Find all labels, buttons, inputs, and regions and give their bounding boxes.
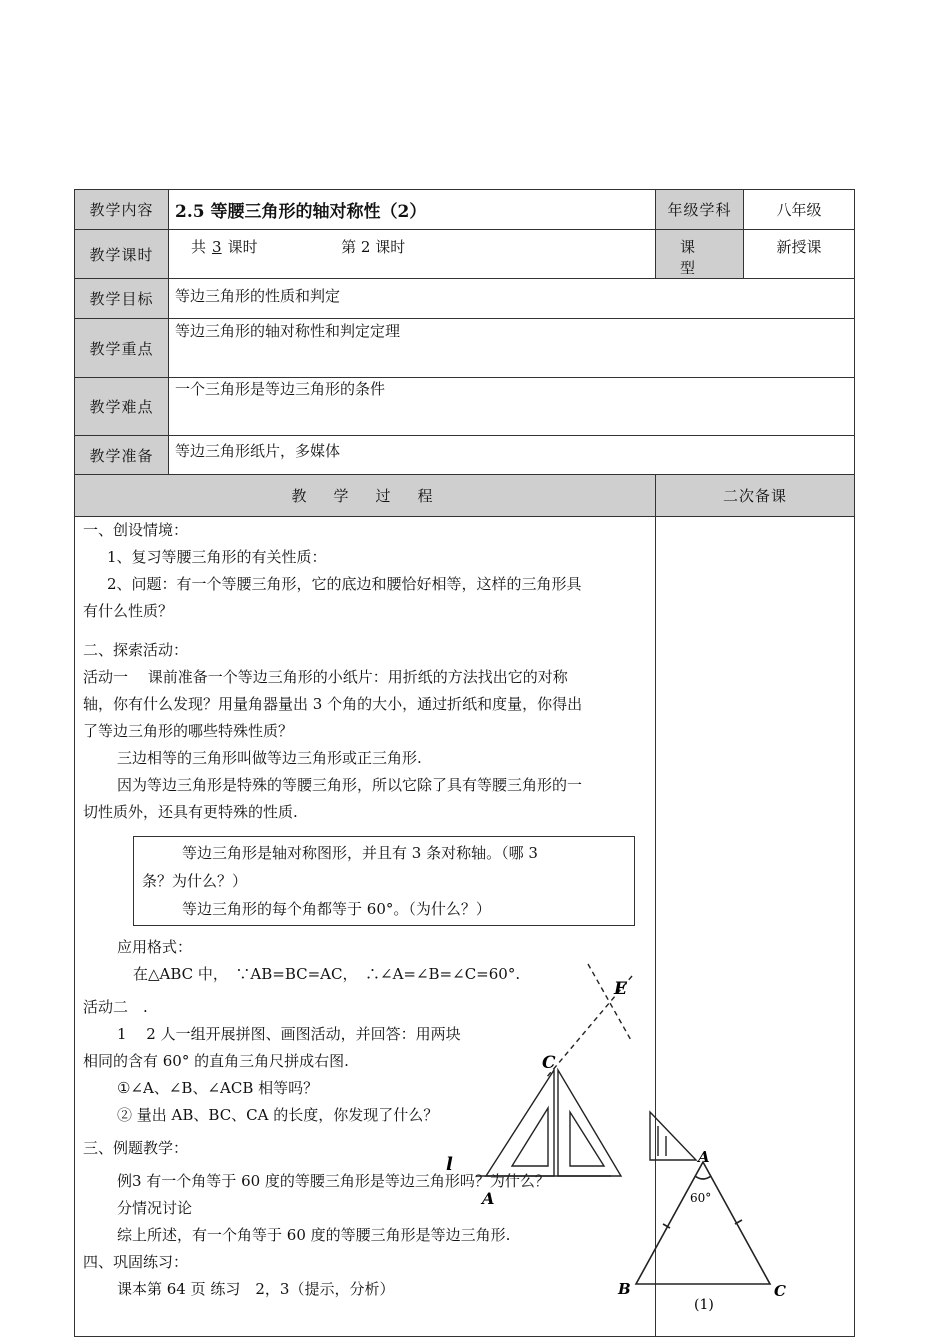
grade-value: 八年级 (744, 190, 855, 230)
because-b: 切性质外，还具有更特殊的性质. (83, 803, 298, 821)
activity-2-b: 相同的含有 60° 的直角三角尺拼成右图. (83, 1052, 349, 1070)
label-a: A (698, 1148, 710, 1166)
goal-label: 教学目标 (75, 279, 169, 319)
label-e: E (614, 979, 627, 999)
hours-label: 教学课时 (75, 230, 169, 279)
lesson-title: 2.5 等腰三角形的轴对称性（2） (169, 190, 656, 230)
key-label: 教学重点 (75, 319, 169, 378)
box-line-c: 等边三角形的每个角都等于 60°。（为什么？） (182, 900, 491, 918)
s1-item-2: 2、问题：有一个等腰三角形，它的底边和腰恰好相等，这样的三角形具 (107, 575, 582, 593)
activity-2-q2: ② 量出 AB、BC、CA 的长度，你发现了什么？ (117, 1106, 439, 1124)
box-line-b: 条？为什么？） (142, 872, 248, 890)
prep-label: 教学准备 (75, 436, 169, 475)
s1-item-1: 1、复习等腰三角形的有关性质： (107, 548, 327, 566)
key-value: 等边三角形的轴对称性和判定定理 (169, 319, 855, 378)
activity-1-a: 活动一 课前准备一个等边三角形的小纸片：用折纸的方法找出它的对称 (83, 668, 568, 686)
apply-title: 应用格式： (117, 938, 193, 956)
dashed-line-right (588, 964, 632, 1042)
example-3-conclusion: 综上所述，有一个角等于 60 度的等腰三角形是等边三角形. (117, 1226, 511, 1244)
type-label: 课 型 (656, 230, 744, 279)
section-1-title: 一、创设情境： (83, 521, 189, 539)
section-2-title: 二、探索活动： (83, 641, 189, 659)
section-3-title: 三、例题教学： (83, 1139, 189, 1157)
box-line-a: 等边三角形是轴对称图形，并且有 3 条对称轴。（哪 3 (182, 844, 538, 862)
goal-value: 等边三角形的性质和判定 (169, 279, 855, 319)
activity-2-title: 活动二 . (83, 998, 148, 1016)
because-a: 因为等边三角形是特殊的等腰三角形，所以它除了具有等腰三角形的一 (117, 776, 583, 794)
activity-2-q1: ①∠A、∠B、∠ACB 相等吗？ (117, 1079, 319, 1097)
label-a: A (482, 1189, 495, 1208)
example-3: 例3 有一个角等于 60 度的等腰三角形是等边三角形吗？为什么？ (117, 1172, 550, 1190)
content-label: 教学内容 (75, 190, 169, 230)
label-l: l (446, 1154, 453, 1175)
apply-formula: 在△ABC 中， ∵AB=BC=AC， ∴∠A=∠B=∠C=60°. (133, 965, 521, 983)
label-b: B (618, 1280, 631, 1298)
equilateral-triangle-figure (610, 1148, 810, 1328)
prep-value: 等边三角形纸片，多媒体 (169, 436, 855, 475)
label-c: C (542, 1053, 556, 1073)
figure-caption: (1) (694, 1297, 714, 1313)
example-3-discuss: 分情况讨论 (117, 1199, 193, 1217)
angle-label: 60° (690, 1191, 712, 1205)
definition: 三边相等的三角形叫做等边三角形或正三角形. (117, 749, 422, 767)
section-4-title: 四、巩固练习： (83, 1253, 189, 1271)
hours-prefix: 共 (191, 238, 207, 256)
label-c: C (774, 1282, 786, 1300)
process-body (75, 517, 656, 1337)
type-value: 新授课 (744, 230, 855, 279)
angle-arc (695, 1176, 711, 1179)
property-box (133, 836, 635, 926)
left-ruler (486, 1070, 554, 1176)
difficulty-label: 教学难点 (75, 378, 169, 436)
practice: 课本第 64 页 练习 2，3（提示，分析） (117, 1280, 395, 1298)
hours-current: 第 2 课时 (341, 238, 406, 256)
s1-item-2b: 有什么性质？ (83, 602, 174, 620)
second-prep-title: 二次备课 (656, 475, 855, 517)
hours-total: 3 (212, 238, 222, 256)
hours-value (169, 230, 656, 279)
grade-label: 年级学科 (656, 190, 744, 230)
hours-suffix: 课时 (227, 238, 258, 256)
activity-1-c: 了等边三角形的哪些特殊性质？ (83, 722, 294, 740)
activity-1-b: 轴，你有什么发现？用量角器量出 3 个角的大小，通过折纸和度量，你得出 (83, 695, 583, 713)
activity-2-a: 1 2 人一组开展拼图、画图活动，并回答：用两块 (117, 1025, 461, 1043)
difficulty-value: 一个三角形是等边三角形的条件 (169, 378, 855, 436)
triangle-abc (636, 1162, 770, 1284)
process-title: 教 学 过 程 (75, 475, 656, 517)
